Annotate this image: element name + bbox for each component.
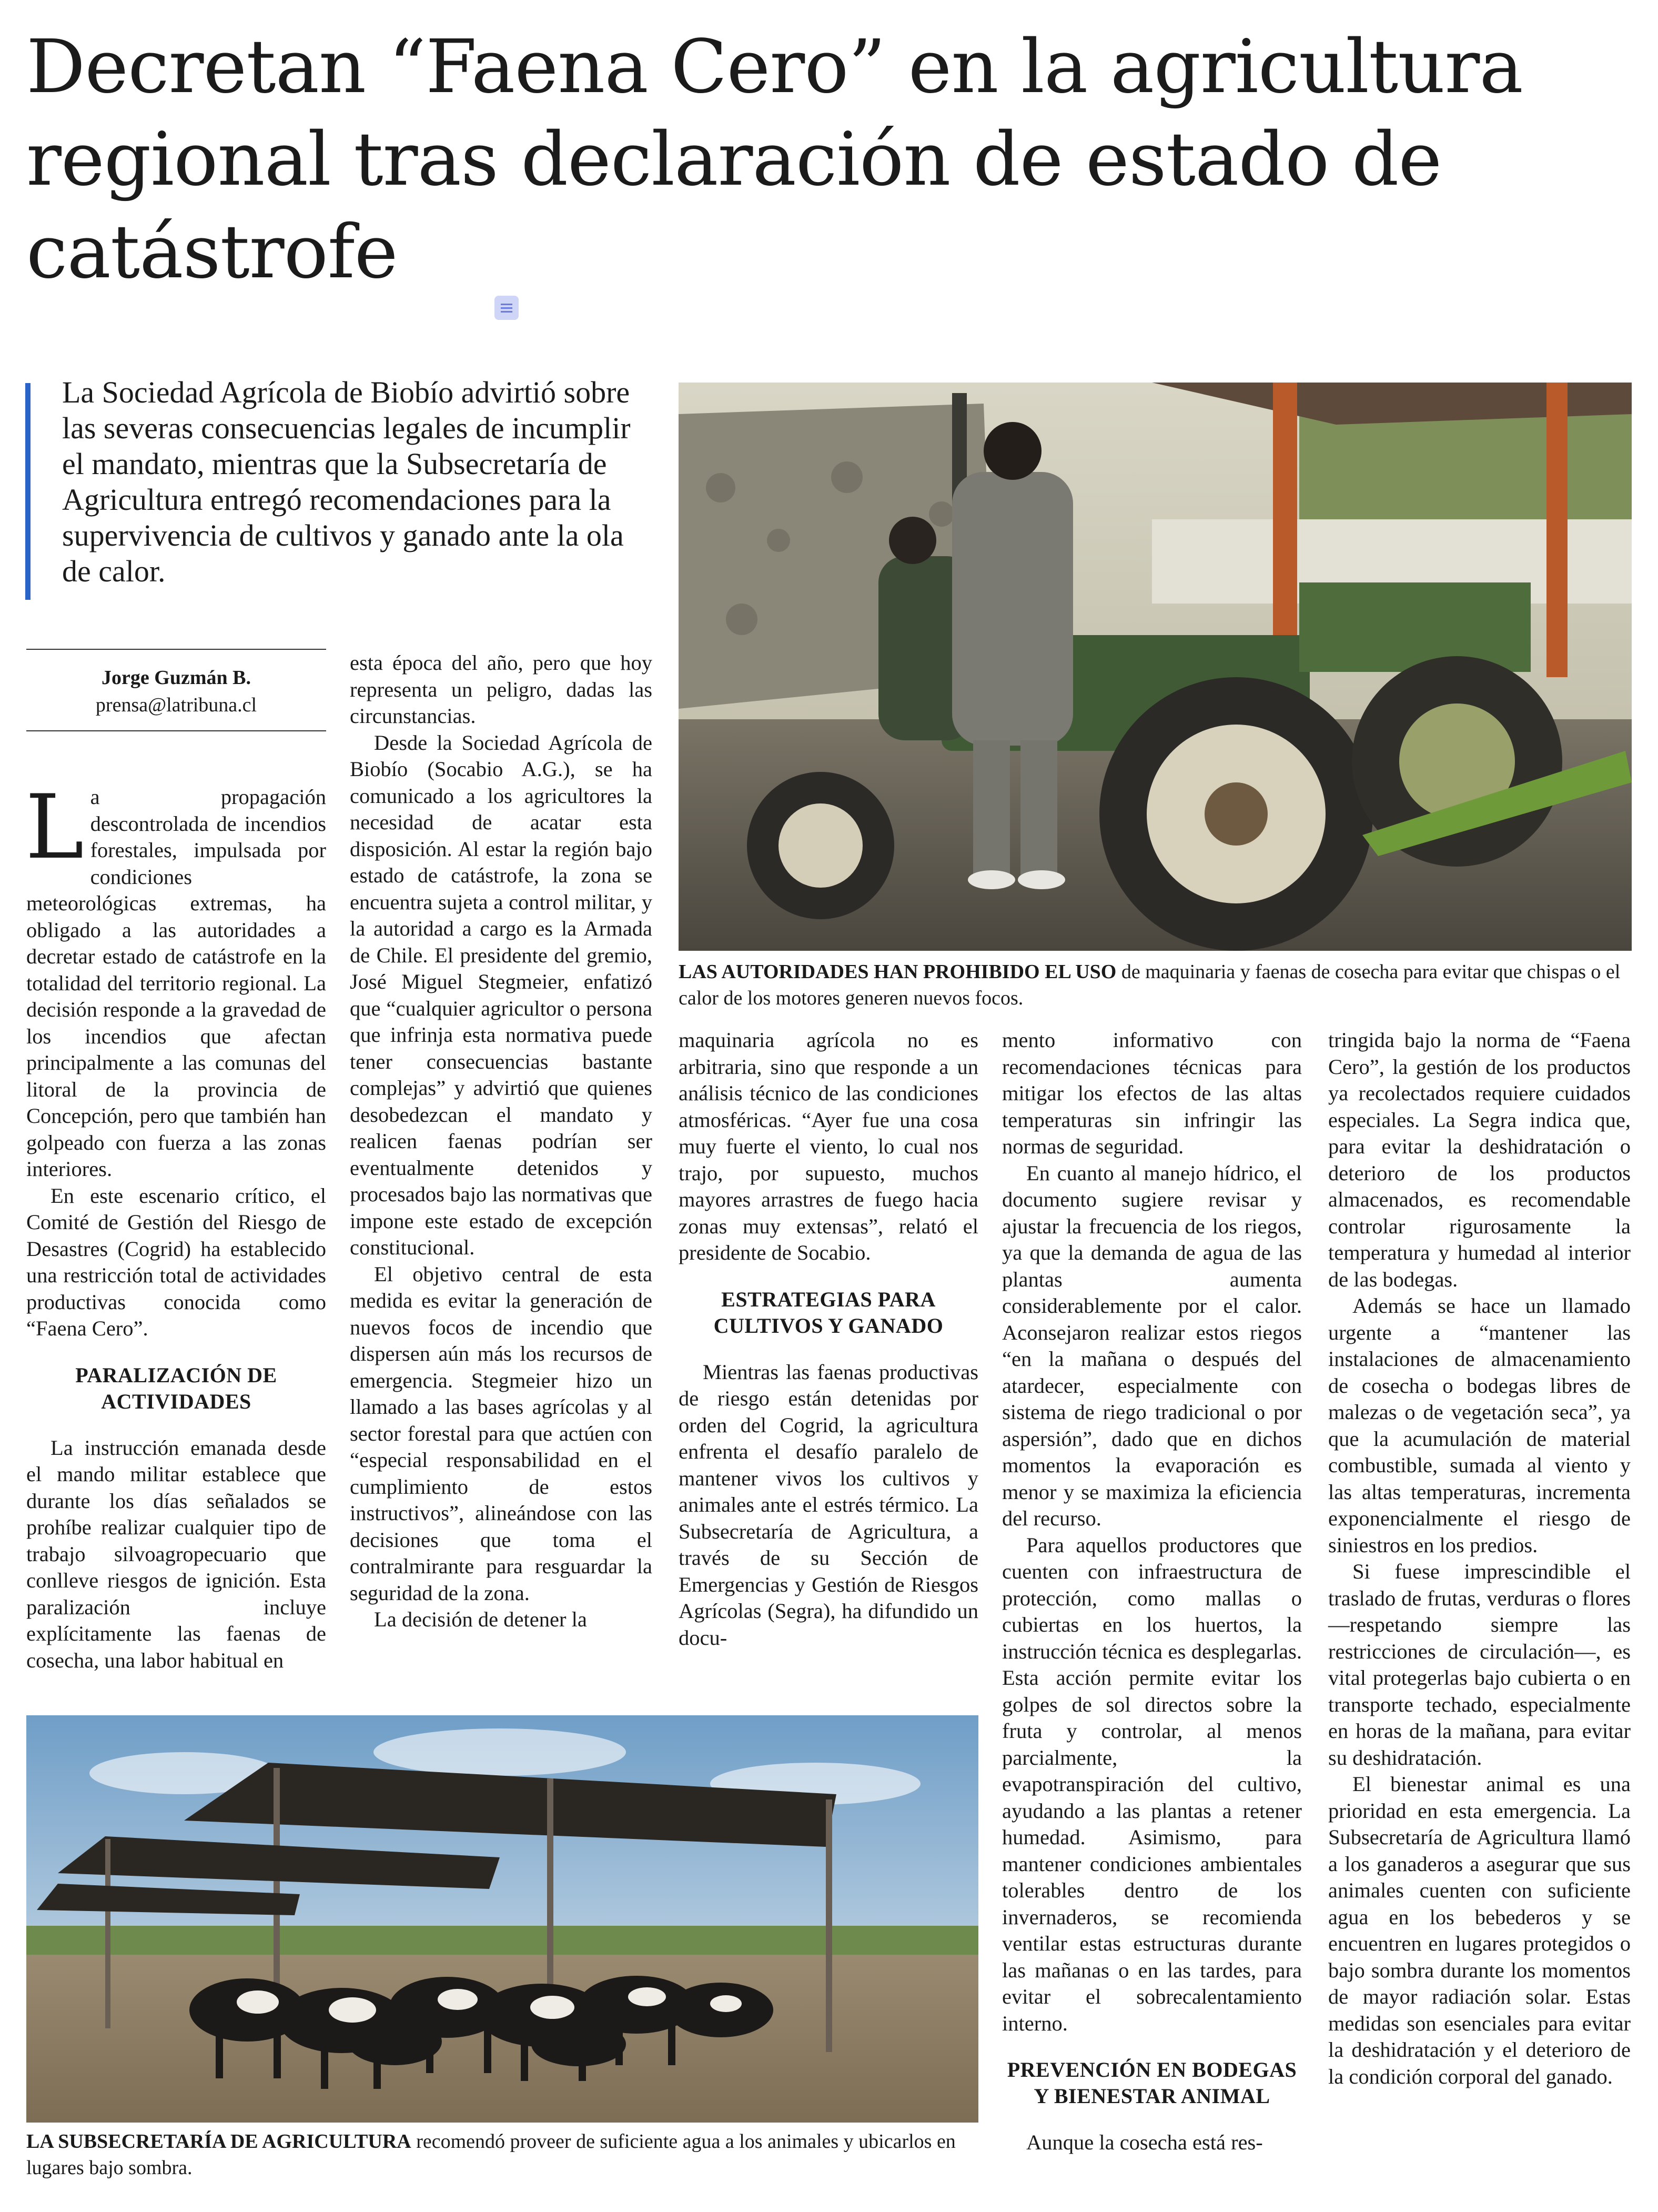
note-icon[interactable]	[494, 296, 519, 320]
byline-email: prensa@latribuna.cl	[95, 694, 257, 716]
subheading-estrategias: ESTRATEGIAS PARA CULTIVOS Y GANADO	[713, 1287, 944, 1338]
body-paragraph: La decisión de detener la	[374, 1607, 587, 1631]
byline-rule-bottom	[26, 730, 326, 731]
body-paragraph: Mientras las faenas productivas de riesgo están detenidas por orden del Cogrid, la agricultura enfrenta el desafío paralelo de mantener vivos los cultivos y animales ante el estrés térmico. La Subsecretaría de Agricultura, a través de su Sección de Emergencias y Gestión de Riesgos Agrícolas (Segra), ha difundido un docu-	[679, 1360, 978, 1650]
body-column-5	[1328, 1027, 1631, 2090]
body-paragraph: esta época del año, pero que hoy representa un peligro, dadas las circunstancias.	[350, 651, 652, 728]
byline-rule-top	[26, 649, 326, 650]
body-paragraph: maquinaria agrícola no es arbitraria, sino que responde a un análisis técnico de las condiciones atmosféricas. “Ayer fue una cosa muy fuerte el viento, lo cual nos trajo, por supuesto, muchos mayores arrastres de fuego hacia zonas muy extensas”, relató el presidente de Socabio.	[679, 1028, 978, 1264]
lede: La Sociedad Agrícola de Biobío advirtió sobre las severas consecuencias legales de incumplir el mandato, mientras que la Subsecretaría de Agricultura entregó recomendaciones para la supervivencia de cultivos y ganado ante la ola de calor.	[62, 375, 631, 588]
photo-caption-1: LAS AUTORIDADES HAN PROHIBIDO EL USO de maquinaria y faenas de cosecha para evitar que chispas o el calor de los motores generen nuevos focos.	[679, 961, 1621, 1009]
body-paragraph: mento informativo con recomendaciones técnicas para mitigar los efectos de las altas temperaturas sin infringir las normas de seguridad.	[1002, 1028, 1302, 1158]
body-paragraph: En cuanto al manejo hídrico, el documento sugiere revisar y ajustar la frecuencia de los riegos, ya que la demanda de agua de las plantas aumenta considerablemente por el calor. Aconsejaron realizar estos riegos “en la mañana o después del atardecer, especialmente con sistema de riego tradicional o por aspersión”, dado que en dichos momentos la evaporación es menor y se maximiza la eficiencia del recurso.	[1002, 1161, 1302, 1530]
subheading-paralizacion: PARALIZACIÓN DE ACTIVIDADES	[75, 1363, 277, 1413]
byline-author: Jorge Guzmán B.	[102, 667, 251, 689]
lede-accent-bar	[25, 383, 31, 600]
photo-tractor	[679, 383, 1632, 951]
body-paragraph: El bienestar animal es una prioridad en esta emergencia. La Subsecretaría de Agricultura llamó a los ganaderos a asegurar que sus animales cuenten con suficiente agua en los bebederos y se encuentren en lugares protegidos o bajo sombra durante los momentos de mayor radiación solar. Estas medidas son esenciales para evitar la deshidratación y el deterioro de la condición corporal del ganado.	[1328, 1772, 1631, 2088]
body-paragraph: Si fuese imprescindible el traslado de frutas, verduras o flores —respetando siempre las restricciones de circulación—, es vital protegerlas bajo cubierta o en transporte techado, especialmente en horas de la mañana, para evitar su deshidratación.	[1328, 1560, 1631, 1769]
photo-caption-2: LA SUBSECRETARÍA DE AGRICULTURA recomendó proveer de suficiente agua a los animales y ubicarlos en lugares bajo sombra.	[26, 2130, 956, 2179]
body-column-3	[679, 1027, 978, 1651]
body-paragraph: En este escenario crítico, el Comité de Gestión del Riesgo de Desastres (Cogrid) ha establecido una restricción total de actividades productivas conocida como “Faena Cero”.	[26, 1183, 326, 1340]
body-paragraph: La instrucción emanada desde el mando militar establece que durante los días señalados se prohíbe realizar cualquier tipo de trabajo silvoagropecuario que conlleve riesgos de ignición. Esta paralización incluye explícitamente las faenas de cosecha, una labor habitual en	[26, 1435, 326, 1672]
drop-cap: L	[25, 776, 84, 879]
body-paragraph: La propagación descontrolada de incendios forestales, impulsada por condiciones meteorológicas extremas, ha obligado a las autoridades a decretar estado de catástrofe en la totalidad del territorio regional. La decisión responde a la gravedad de los incendios que afectan principalmente a las comunas del litoral de la provincia de Concepción, pero que también han golpeado con fuerza a las zonas interiores.	[25, 776, 326, 1181]
body-paragraph: Aunque la cosecha está res-	[1026, 2130, 1263, 2154]
headline: Decretan “Faena Cero” en la agricultura regional tras declaración de estado de catástrofe	[26, 24, 1523, 295]
body-column-4	[1002, 1027, 1302, 2156]
subheading-prevencion: PREVENCIÓN EN BODEGAS Y BIENESTAR ANIMAL	[1007, 2058, 1297, 2108]
body-column-2	[350, 650, 652, 1633]
body-paragraph: El objetivo central de esta medida es evitar la generación de nuevos focos de incendio que dispersen aún más los recursos de emergencia. Stegmeier hizo un llamado a las bases agrícolas y al sector forestal para que actúen con “especial responsabilidad en el cumplimiento de estos instructivos”, alineándose con las decisiones que toma el contralmirante para resguardar la seguridad de la zona.	[350, 1262, 652, 1605]
body-paragraph: Desde la Sociedad Agrícola de Biobío (Socabio A.G.), se ha comunicado a los agricultores la necesidad de acatar esta disposición. Al estar la región bajo estado de catástrofe, la zona se encuentra sujeta a control militar, y la autoridad a cargo es la Armada de Chile. El presidente del gremio, José Miguel Stegmeier, enfatizó que “cualquier agricultor o persona que infrinja esta normativa puede tener consecuencias bastante complejas” y advirtió que quienes desobedezcan el mandato y realicen faenas podrían ser eventualmente detenidos y procesados bajo las normativas que impone este estado de excepción constitucional.	[350, 730, 652, 1259]
body-column-1	[25, 776, 326, 1674]
body-paragraph: Además se hace un llamado urgente a “mantener las instalaciones de almacenamiento de cosecha o bodegas libres de malezas o de vegetación seca”, ya que la acumulación de material combustible, sumada al viento y las altas temperaturas, incrementa exponencialmente el riesgo de siniestros en los predios.	[1328, 1294, 1631, 1557]
body-paragraph: tringida bajo la norma de “Faena Cero”, la gestión de los productos ya recolectados requiere cuidados especiales. La Segra indica que, para evitar la deshidratación o deterioro de los productos almacenados, es recomendable controlar rigurosamente la temperatura y humedad al interior de las bodegas.	[1328, 1028, 1631, 1291]
photo-cattle-shade	[26, 1715, 978, 2123]
byline	[26, 664, 326, 719]
body-paragraph: Para aquellos productores que cuenten con infraestructura de protección, como mallas o cubiertas en los huertos, la instrucción técnica es desplegarlas. Esta acción permite evitar los golpes de sol directos sobre la fruta y controlar, al menos parcialmente, la evapotranspiración del cultivo, ayudando a las plantas a retener humedad. Asimismo, para mantener condiciones ambientales tolerables dentro de los invernaderos, se recomienda ventilar estas estructuras durante las mañanas o en las tardes, para evitar el sobrecalentamiento interno.	[1002, 1533, 1302, 2035]
